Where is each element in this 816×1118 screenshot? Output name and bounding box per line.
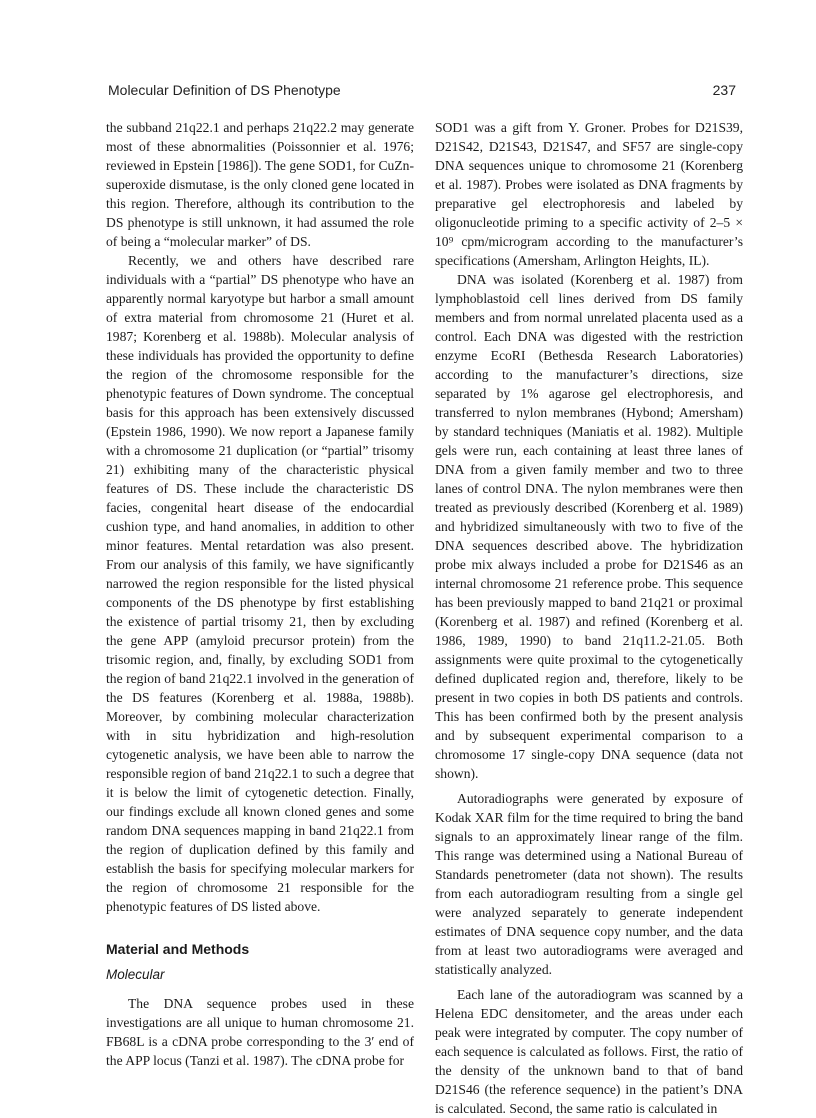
subsection-heading: Molecular (106, 967, 165, 982)
paragraph: SOD1 was a gift from Y. Groner. Probes for D21S39, D21S42, D21S43, D21S47, and SF57 are single-copy DNA sequences unique to chromosome 21 (Korenberg et al. 1987). Probes were isolated as DNA fragments by preparative gel electrophoresis and labeled by oligonucleotide priming to a specific activity of 2–5 × 10⁹ cpm/microgram according to the manufacturer’s specifications (Amersham, Arlington Heights, IL). (435, 120, 743, 268)
section-heading: Material and Methods (106, 941, 250, 957)
paragraph: Each lane of the autoradiogram was scanned by a Helena EDC densitometer, and the areas under each peak were integrated by computer. The copy number of each sequence is calculated as follows. First, the ratio of the density of the unknown band to that of band D21S46 (the reference sequence) in the patient’s DNA is calculated. Second, the same ratio is calculated in (435, 987, 743, 1116)
paragraph: Autoradiographs were generated by exposure of Kodak XAR film for the time required to bring the band signals to an approximately linear range of the film. This range was determined using a National Bureau of Standards penetrometer (data not shown). The results from each autoradiogram resulting from a single gel were analyzed separately to generate independent estimates of DNA sequence copy number, and the data from at least two autoradiograms were averaged and statistically analyzed. (435, 791, 743, 977)
paragraph: The DNA sequence probes used in these investigations are all unique to human chromosome 21. FB68L is a cDNA probe corresponding to the 3′ end of the APP locus (Tanzi et al. 1987). The cDNA probe for (106, 996, 414, 1068)
right-column (435, 118, 743, 1118)
left-column (106, 118, 414, 1070)
running-head: Molecular Definition of DS Phenotype (108, 82, 341, 98)
paragraph: DNA was isolated (Korenberg et al. 1987) from lymphoblastoid cell lines derived from DS family members and from normal unrelated placenta used as a control. Each DNA was digested with the restriction enzyme EcoRI (Bethesda Research Laboratories) according to the manufacturer’s directions, size separated by 1% agarose gel electrophoresis, and transferred to nylon membranes (Hybond; Amersham) by standard techniques (Maniatis et al. 1982). Multiple gels were run, each containing at least three lanes of DNA from a given family member and two to three lanes of control DNA. The nylon membranes were then treated as previously described (Korenberg et al. 1989) and hybridized simultaneously with two to five of the DNA sequences described above. The hybridization probe mix always included a probe for D21S46 as an internal chromosome 21 reference probe. This sequence has been previously mapped to band 21q21 or proximal (Korenberg et al. 1987) and refined (Korenberg et al. 1986, 1989, 1990) to band 21q11.2-21.05. Both assignments were quite proximal to the cytogenetically defined duplicated region and, therefore, likely to be present in two copies in both DS patients and controls. This has been confirmed both by the present analysis and by subsequent experimental comparison to a chromosome 17 single-copy DNA sequence (data not shown). (435, 272, 743, 781)
paragraph: Recently, we and others have described rare individuals with a “partial” DS phenotype who have an apparently normal karyotype but harbor a small amount of extra material from chromosome 21 (Huret et al. 1987; Korenberg et al. 1988b). Molecular analysis of these individuals has provided the opportunity to define the region of the chromosome responsible for the phenotypic features of Down syndrome. The conceptual basis for this approach has been extensively discussed (Epstein 1986, 1990). We now report a Japanese family with a chromosome 21 duplication (or “partial” trisomy 21) exhibiting many of the characteristic physical features of DS. These include the characteristic DS facies, congenital heart disease of the endocardial cushion type, and hand anomalies, in addition to other minor features. Mental retardation was also present. From our analysis of this family, we have significantly narrowed the region responsible for the listed physical components of the DS phenotype by first establishing the existence of partial trisomy 21, then by excluding the gene APP (amyloid precursor protein) from the trisomic region, and, finally, by excluding SOD1 from the region of band 21q22.1 involved in the generation of the DS features (Korenberg et al. 1988a, 1988b). Moreover, by combining molecular characterization with in situ hybridization and high-resolution cytogenetic analysis, we have been able to narrow the responsible region of band 21q22.1 to such a degree that it is below the limit of cytogenetic detection. Finally, our findings exclude all known cloned genes and some random DNA sequences mapping in band 21q22.1 from the region of duplication defined by this family and establish the basis for specifying molecular markers for the region of chromosome 21 responsible for the phenotypic features of DS listed above. (106, 253, 414, 914)
paragraph: the subband 21q22.1 and perhaps 21q22.2 may generate most of these abnormalities (Poissonnier et al. 1976; reviewed in Epstein [1986]). The gene SOD1, for CuZn-superoxide dismutase, is the only cloned gene located in this region. Therefore, although its contribution to the DS phenotype is still unknown, it had assumed the role of being a “molecular marker” of DS. (106, 120, 414, 249)
page-number: 237 (712, 82, 736, 98)
